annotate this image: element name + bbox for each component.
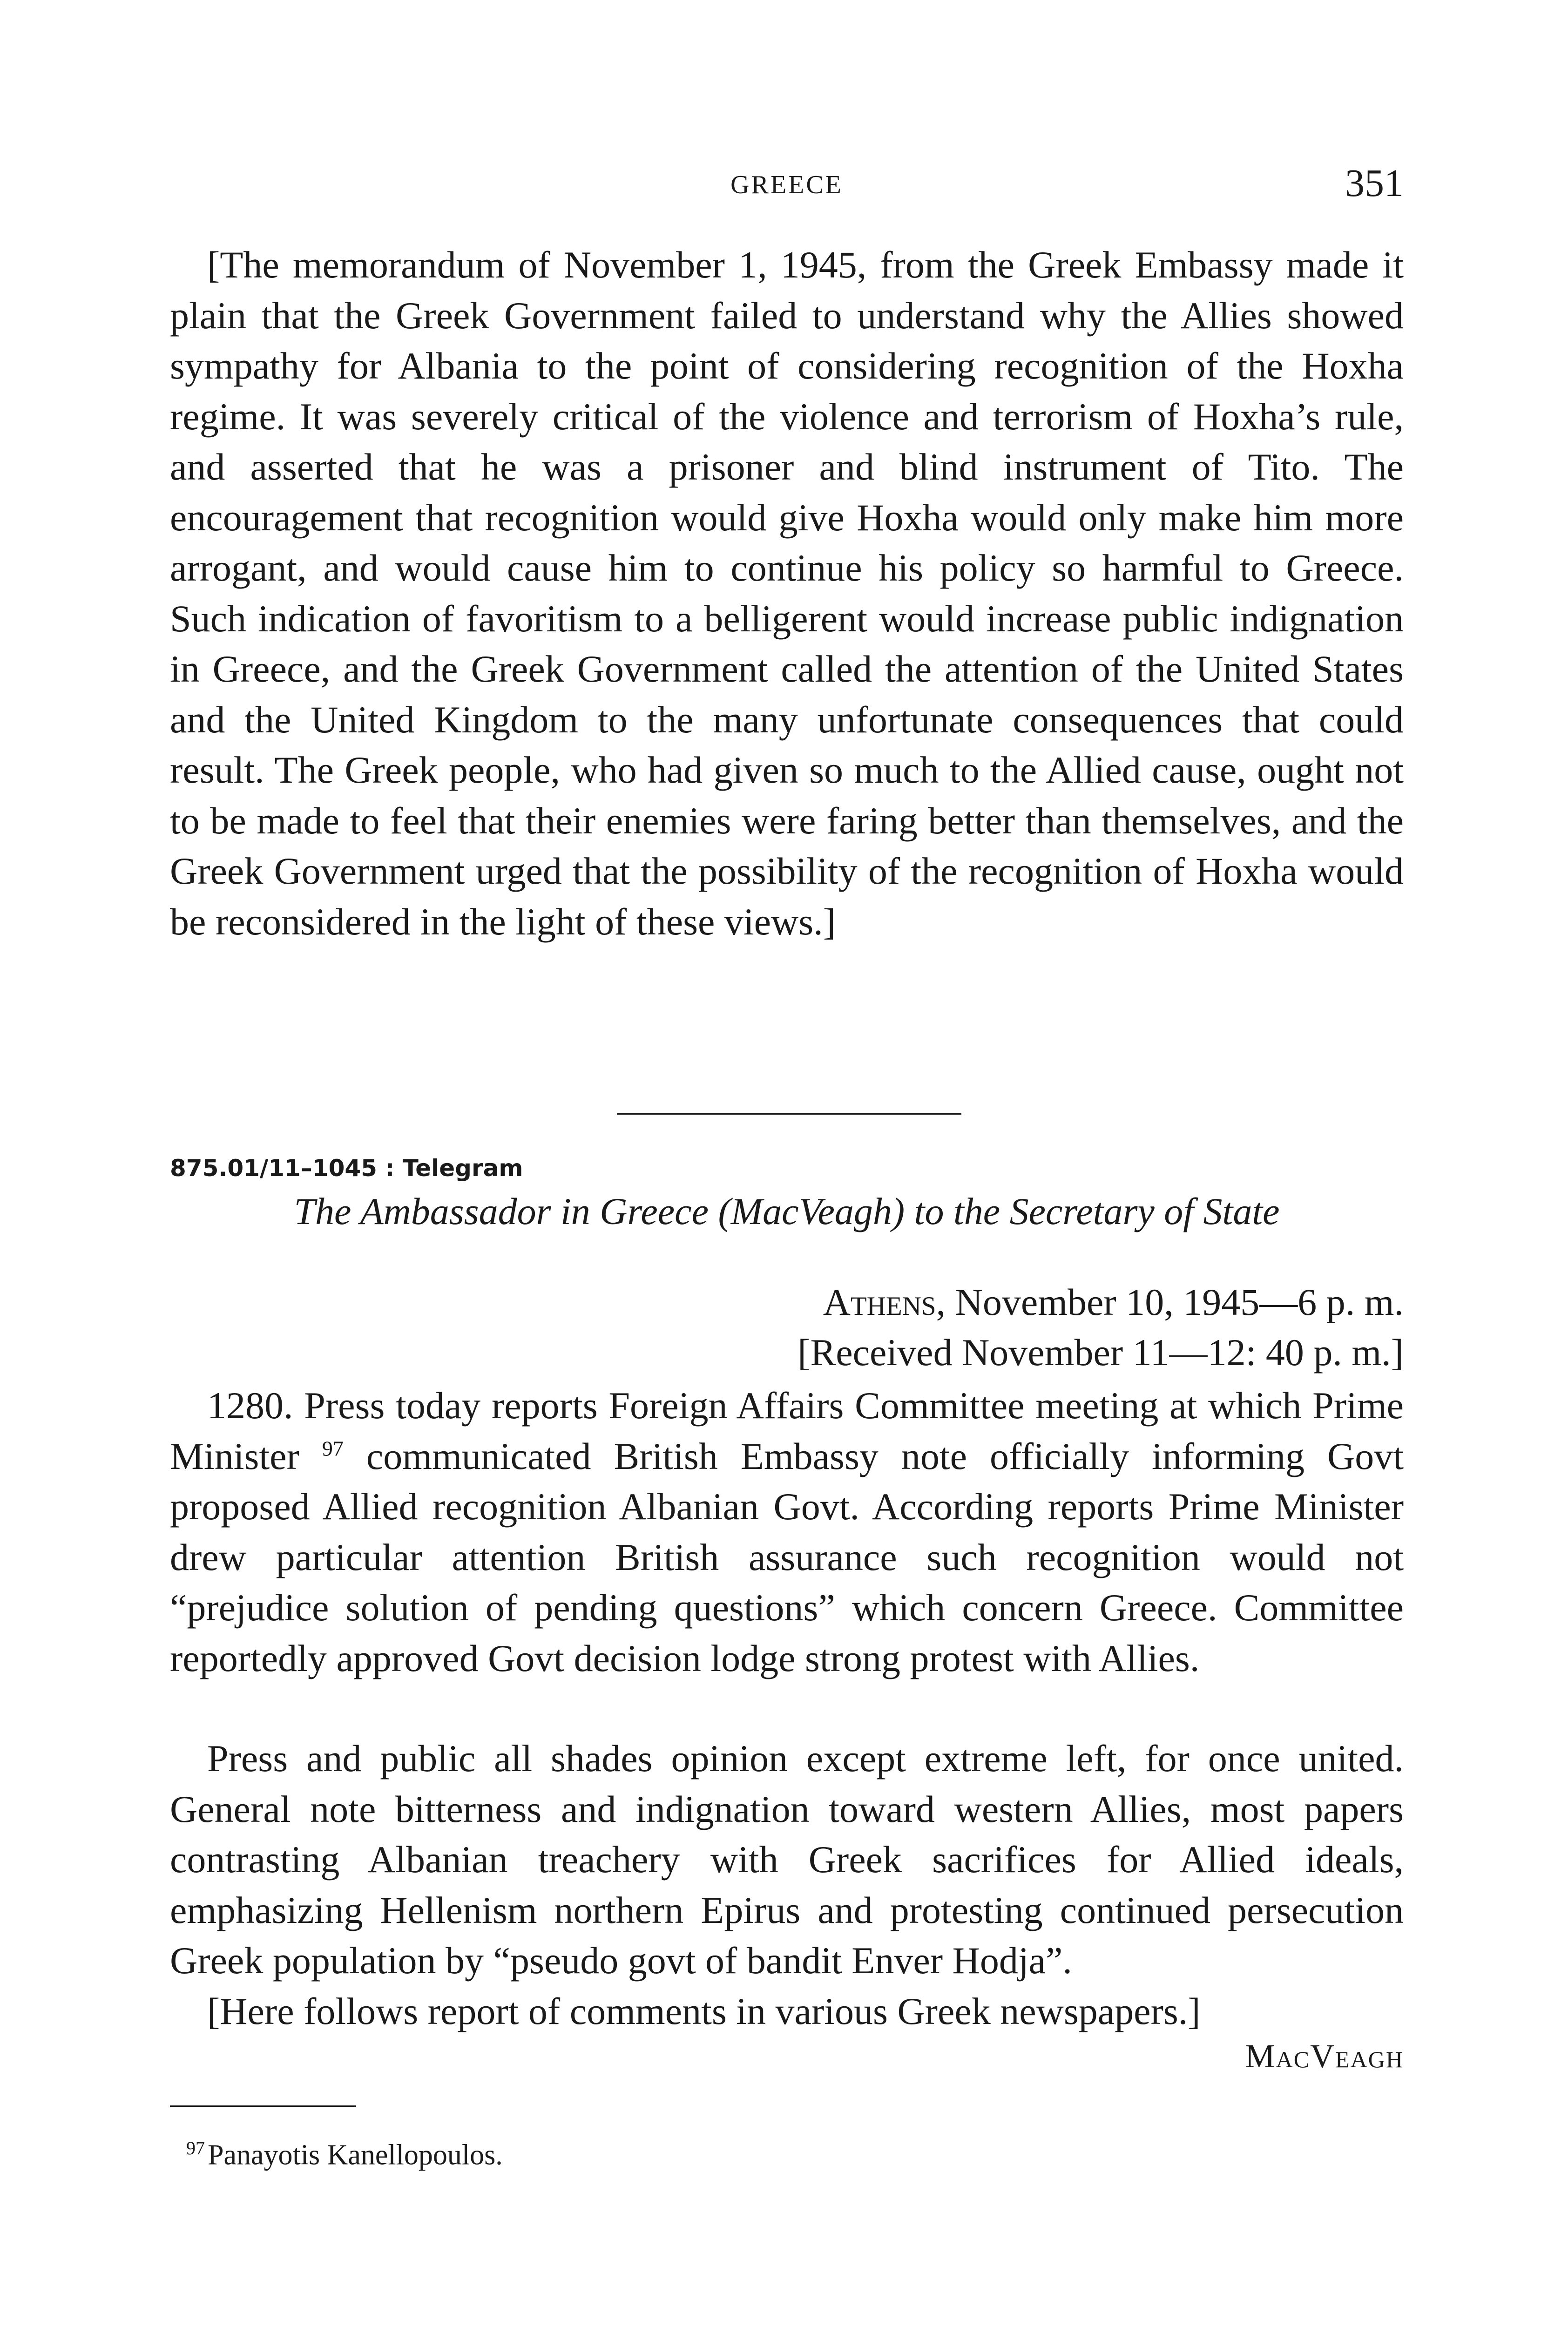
document-title: The Ambassador in Greece (MacVeagh) to the Secretary of State bbox=[294, 1190, 1280, 1232]
telegram-paragraph-3: [Here follows report of comments in various Greek newspapers.] bbox=[207, 1990, 1201, 2032]
footnote bbox=[186, 2137, 503, 2172]
dateline bbox=[823, 1280, 1404, 1324]
dateline-date: , November 10, 1945—6 p. m. bbox=[936, 1281, 1404, 1323]
received-line: [Received November 11—12: 40 p. m.] bbox=[798, 1331, 1404, 1374]
running-head bbox=[170, 162, 1404, 221]
document-file-id: 875.01/11–1045 : Telegram bbox=[170, 1155, 523, 1182]
footnote-reference: 97 bbox=[322, 1436, 344, 1461]
signature: MacVeagh bbox=[1245, 2037, 1404, 2075]
paragraph-1-start: 1280. Press today reports Foreign Affairs Committee meeting at which Prime Minister bbox=[170, 1384, 1404, 1477]
paragraph-1-rest: communicated British Embassy note officially informing Govt proposed Allied recognition Albanian Govt. According reports Prime Minister drew particular attention British assurance such recognition would not “prejudice solution of pending questions” which concern Greece. Committee reportedly approved Govt decision lodge strong protest with Allies. bbox=[170, 1435, 1404, 1679]
footnote-number: 97 bbox=[186, 2138, 205, 2159]
footnote-divider bbox=[170, 2105, 356, 2107]
editorial-note: [The memorandum of November 1, 1945, from the Greek Embassy made it plain that the Greek Government failed to understand why the Allies showed sympathy for Albania to the point of considering recognition of the Hoxha regime. It was severely critical of the violence and terrorism of Hoxha’s rule, and asserted that he was a prisoner and blind instrument of Tito. The encouragement that recognition would give Hoxha would only make him more arrogant, and would cause him to continue his policy so harmful to Greece. Such indication of favoritism to a belligerent would increase public indignation in Greece, and the Greek Government called the attention of the United States and the United Kingdom to the many unfortunate consequences that could result. The Greek people, who had given so much to the Allied cause, ought not to be made to feel that their enemies were faring better than themselves, and the Greek Government urged that the possibility of the recognition of Hoxha would be reconsidered in the light of these views.] bbox=[170, 244, 1404, 943]
page-number: 351 bbox=[1345, 162, 1404, 205]
running-head-title: GREECE bbox=[730, 170, 843, 199]
footnote-text: Panayotis Kanellopoulos. bbox=[208, 2139, 503, 2171]
telegram-paragraph-1 bbox=[170, 1381, 1404, 1684]
section-divider bbox=[617, 1113, 961, 1115]
telegram-paragraph-2: Press and public all shades opinion except extreme left, for once united. General note bitterness and indignation toward western Allies, most papers contrasting Albanian treachery with Greek sacrifices for Allied ideals, emphasizing Hellenism northern Epirus and protesting continued persecution Greek population by “pseudo govt of bandit Enver Hodja”. bbox=[170, 1737, 1404, 1982]
dateline-place: Athens bbox=[823, 1281, 936, 1323]
